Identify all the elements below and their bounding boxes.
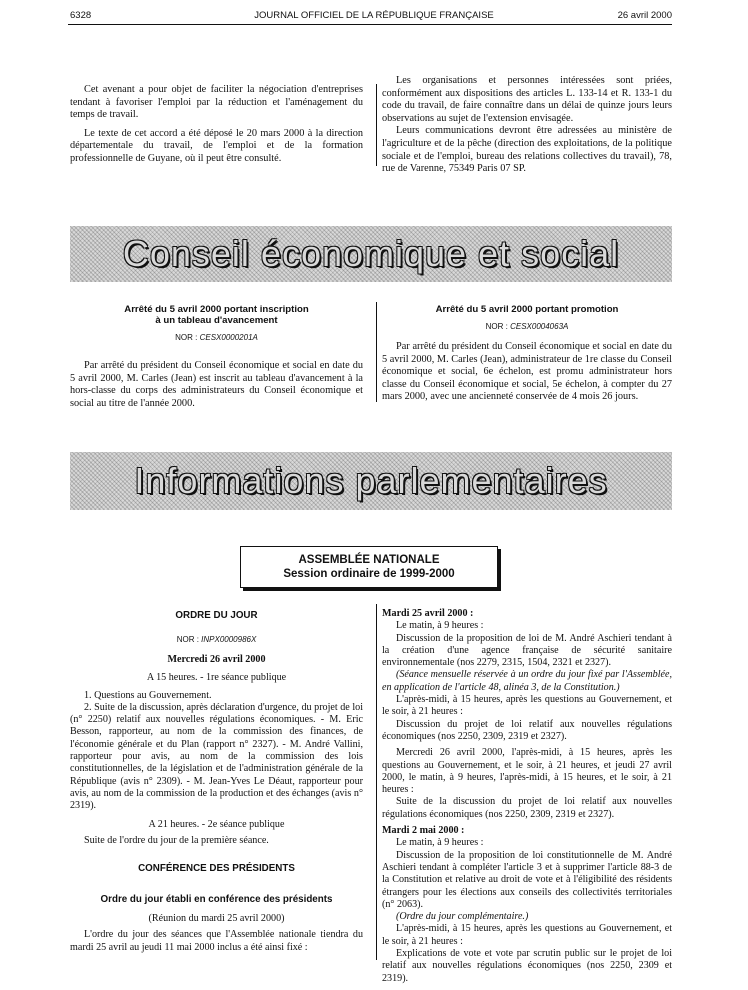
agenda-text xyxy=(70,835,363,847)
ces-left-article xyxy=(70,304,363,416)
paragraph: Par arrêté du président du Conseil économique et social en date du 5 avril 2000, M. Carles (Jean) est inscrit au tableau d'avancement à la hors-classe du corps des administrateurs du Conseil économique et social au titre de l'année 2000. xyxy=(70,360,363,409)
seance-time: A 15 heures. - 1re séance publique xyxy=(146,672,287,684)
assembly-title: ASSEMBLÉE NATIONALE xyxy=(298,554,440,566)
paragraph: Par arrêté du président du Conseil économique et social en date du 5 avril 2000, M. Carles (Jean), administrateur de 1re classe du Conseil économique et social, 6e échelon, est promu administrateur hors classe du Conseil économique et social, 5e échelon, à compter du 27 mars 2000, avec une ancienneté conservée de 4 mois 26 jours. xyxy=(382,341,672,403)
day-heading: Mardi 2 mai 2000 : xyxy=(382,825,465,837)
article-body xyxy=(382,341,672,404)
nor-reference xyxy=(382,322,672,331)
banner-title: Informations parlementaires xyxy=(134,460,608,501)
article-title: Arrêté du 5 avril 2000 portant promotion xyxy=(435,304,619,315)
conference-intro xyxy=(70,929,363,954)
header-rule xyxy=(68,24,672,25)
journal-title: JOURNAL OFFICIEL DE LA RÉPUBLIQUE FRANÇAISE xyxy=(254,10,494,21)
paragraph: Discussion de la proposition de loi de M. André Aschieri tendant à la création d'une agence française de sécurité sanitaire environnementale (nos 2279, 2315, 1504, 2321 et 2327). xyxy=(382,632,672,669)
nor-label: NOR : xyxy=(176,635,199,644)
page-number: 6328 xyxy=(70,10,92,21)
section-heading: CONFÉRENCE DES PRÉSIDENTS xyxy=(138,863,295,875)
nor-code: INPX0000986X xyxy=(201,635,257,644)
paragraph: Explications de vote et vote par scrutin public sur le projet de loi relatif aux nouvelles régulations économiques (nos 2250, 2309 et 2319). xyxy=(382,948,672,984)
nor-label: NOR : xyxy=(175,333,198,342)
note: (Séance mensuelle réservée à un ordre du jour fixé par l'Assemblée, en application de l'article 48, alinéa 3, de la Constitution.) xyxy=(382,669,672,693)
sub-heading: Ordre du jour établi en conférence des présidents xyxy=(100,894,333,906)
left-column xyxy=(70,610,363,960)
nor-code: CESX0004063A xyxy=(510,322,569,331)
assembly-title-box xyxy=(240,546,498,588)
paragraph: Les organisations et personnes intéressées sont priées, conformément aux dispositions des articles L. 133-14 et R. 133-1 du code du travail, de faire connaître dans un délai de quinze jours leurs observations au sujet de l'extension envisagée. xyxy=(382,75,672,124)
note: (Ordre du jour complémentaire.) xyxy=(396,911,529,923)
agenda-items xyxy=(70,690,363,813)
paragraph: Le texte de cet accord a été déposé le 20 mars 2000 à la direction départementale du travail, de l'emploi et de la formation professionnelle de Guyane, où il peut être consulté. xyxy=(70,127,363,164)
day-heading: Mardi 25 avril 2000 : xyxy=(382,608,474,619)
seance-time: A 21 heures. - 2e séance publique xyxy=(148,818,285,830)
nor-reference xyxy=(70,635,363,644)
ces-right-article xyxy=(382,304,672,410)
nor-code: CESX0000201A xyxy=(199,333,258,342)
section-banner-ces xyxy=(70,226,672,282)
column-divider xyxy=(376,604,377,960)
paragraph: Suite de la discussion du projet de loi relatif aux nouvelles régulations économiques (nos 2250, 2309, 2319 et 2327). xyxy=(382,796,672,820)
right-column-schedule xyxy=(382,608,672,985)
banner-title: Conseil économique et social xyxy=(122,233,620,274)
header-date: 26 avril 2000 xyxy=(617,10,672,21)
article-body xyxy=(70,360,363,410)
paragraph: Discussion de la proposition de loi constitutionnelle de M. André Aschieri tendant à compléter l'article 3 et à supprimer l'article 88-3 de la Constitution et relative au droit de vote et à l'éligibilité des résidents étrangers pour les élections aux conseils des collectivités territoriales (n° 2063). xyxy=(382,849,672,910)
time-slot: Le matin, à 9 heures : xyxy=(396,837,484,849)
paragraph: Discussion du projet de loi relatif aux nouvelles régulations économiques (nos 2250, 2309, 2319 et 2327). xyxy=(382,718,672,742)
day-heading: Mercredi 26 avril 2000 xyxy=(167,654,266,665)
column-divider xyxy=(376,84,377,166)
paragraph: Suite de l'ordre du jour de la première séance. xyxy=(84,834,269,846)
article-title-line: à un tableau d'avancement xyxy=(155,315,278,326)
paragraph: Leurs communications devront être adressées au ministère de l'agriculture et de la pêche (direction des exploitations, de la politique sociale et de l'emploi, bureau des relations collectives du travail), 78, rue de Varenne, 75349 Paris 07 SP. xyxy=(382,125,672,175)
paragraph: Cet avenant a pour objet de faciliter la négociation d'entreprises tendant à favoriser l'emploi par la réduction et l'aménagement du temps de travail. xyxy=(70,84,363,121)
agenda-item: 1. Questions au Gouvernement. xyxy=(84,689,212,701)
paragraph: L'ordre du jour des séances que l'Assemblée nationale tiendra du mardi 25 avril au jeudi 11 mai 2000 inclus a été ainsi fixé : xyxy=(70,929,363,953)
time-slot: L'après-midi, à 15 heures, après les questions au Gouvernement, et le soir, à 21 heures : xyxy=(382,923,672,947)
top-right-column xyxy=(382,75,672,182)
section-heading: ORDRE DU JOUR xyxy=(175,610,258,621)
top-left-column xyxy=(70,84,363,172)
time-slot: Le matin, à 9 heures : xyxy=(396,620,484,632)
agenda-item: 2. Suite de la discussion, après déclaration d'urgence, du projet de loi (n° 2250) relatif aux nouvelles régulations économiques. - M. Eric Besson, rapporteur, au nom de la commission des finances, de l'économie générale et du Plan (rapport n° 2327). - M. André Vallini, rapporteur pour avis, au nom de la commission des lois constitutionnelles, de la législation et de l'administration générale de la République (avis n° 2309). - M. Jean-Yves Le Déaut, rapporteur pour avis, au nom de la commission de la production et des échanges (avis n° 2319). xyxy=(70,701,363,812)
reunion-date: (Réunion du mardi 25 avril 2000) xyxy=(148,913,285,925)
column-divider xyxy=(376,302,377,402)
nor-reference xyxy=(70,333,363,342)
session-title: Session ordinaire de 1999-2000 xyxy=(283,568,455,580)
article-title-line: Arrêté du 5 avril 2000 portant inscription xyxy=(124,304,309,315)
nor-label: NOR : xyxy=(485,322,508,331)
time-slot: L'après-midi, à 15 heures, après les questions au Gouvernement, et le soir, à 21 heures : xyxy=(382,694,672,718)
section-banner-parlementaires xyxy=(70,452,672,510)
day-heading: Mercredi 26 avril 2000, l'après-midi, à 15 heures, après les questions au Gouvernement, et le soir, à 21 heures, et jeudi 27 avril 2000, le matin, à 9 heures, l'après-midi, à 15 heures, et le soir, à 21 heures : xyxy=(382,747,672,796)
article-title xyxy=(70,304,363,326)
